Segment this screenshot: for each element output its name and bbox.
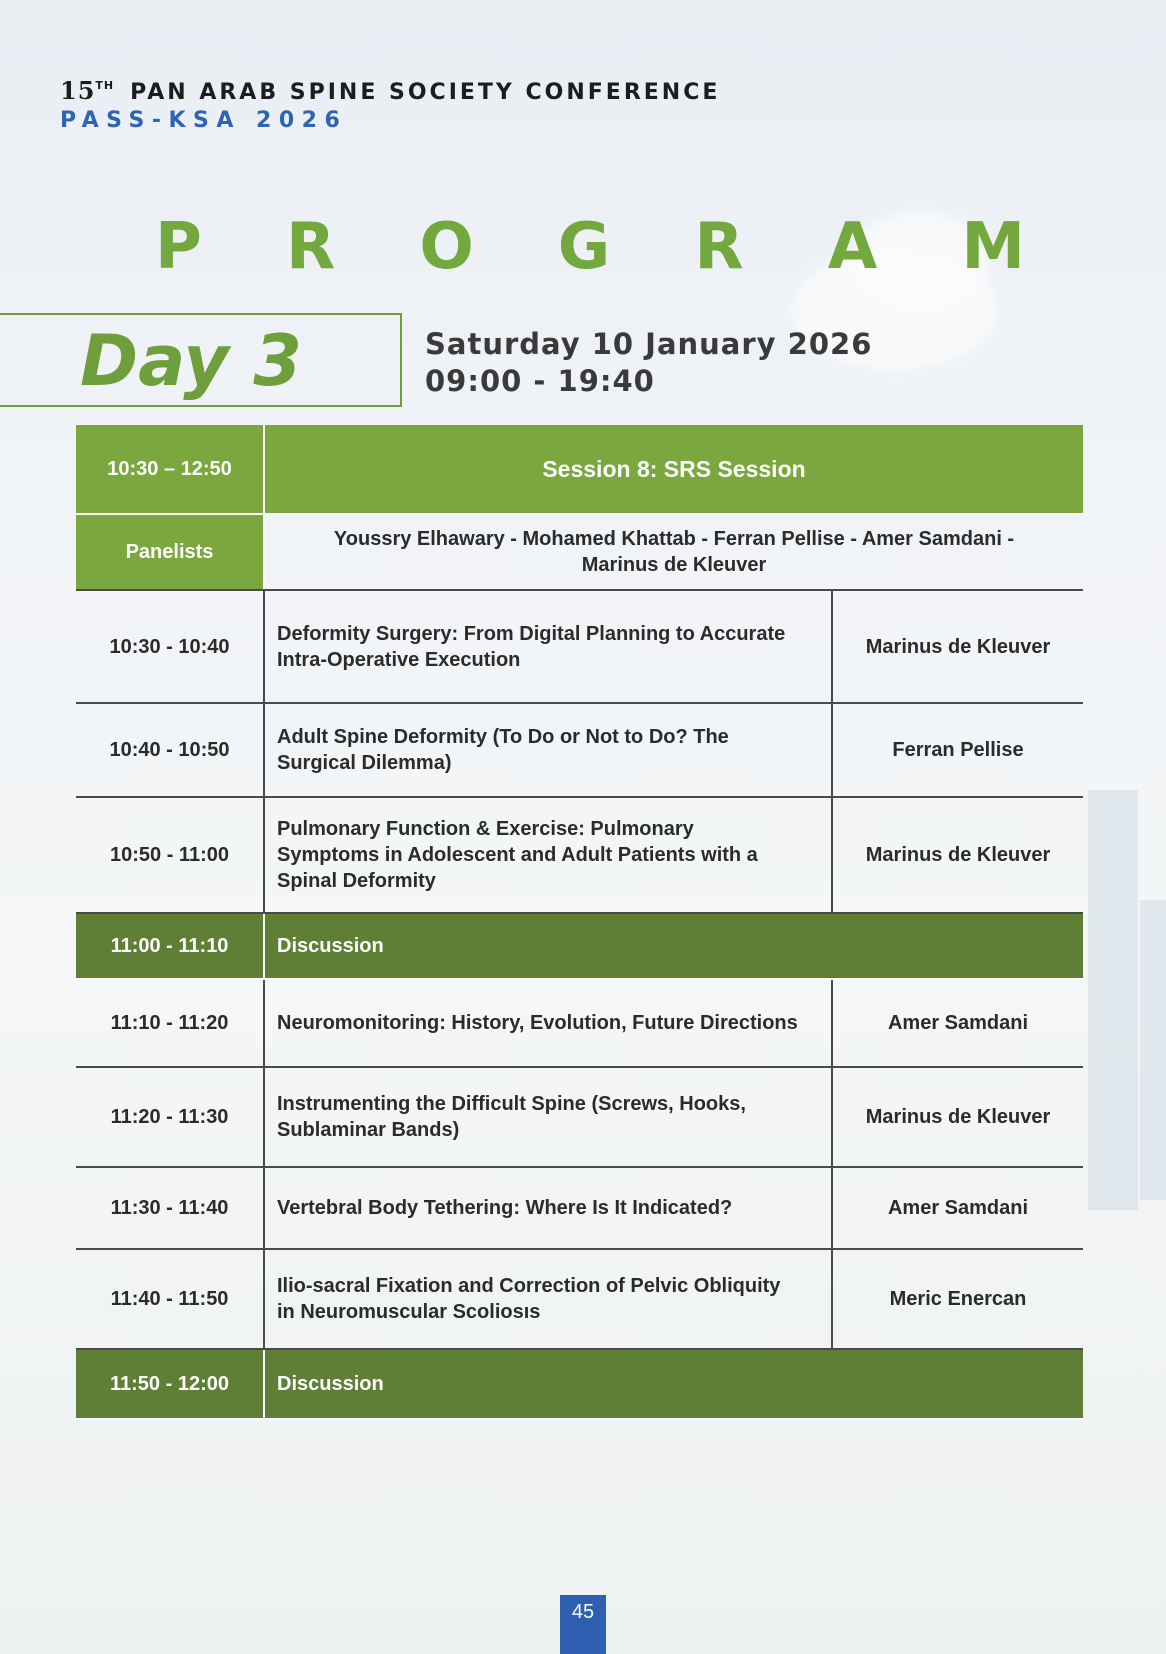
talk-title-line: Pulmonary Function & Exercise: Pulmonary xyxy=(277,818,694,840)
conference-number: 15 xyxy=(60,76,96,105)
talk-time: 10:50 - 11:00 xyxy=(76,797,264,913)
talk-time: 10:30 - 10:40 xyxy=(76,590,264,703)
discussion-row xyxy=(76,1349,1083,1419)
table-row xyxy=(76,979,1083,1067)
talk-time: 11:20 - 11:30 xyxy=(76,1067,264,1167)
conference-short-name: PASS-KSA 2026 xyxy=(60,108,348,133)
talk-time: 11:40 - 11:50 xyxy=(76,1249,264,1349)
discussion-time: 11:50 - 12:00 xyxy=(76,1349,264,1419)
program-letter: P xyxy=(155,210,202,284)
talk-title xyxy=(264,1167,832,1249)
talk-title-line: Neuromonitoring: History, Evolution, Future Directions xyxy=(277,1012,798,1034)
talk-title-line: Ilio-sacral Fixation and Correction of Pelvic Obliquity xyxy=(277,1275,781,1297)
background-tower xyxy=(1088,790,1138,1210)
talk-title xyxy=(264,1067,832,1167)
panelists-line: Youssry Elhawary - Mohamed Khattab - Ferran Pellise - Amer Samdani - xyxy=(333,528,1015,550)
talk-title xyxy=(264,797,832,913)
conference-title xyxy=(60,76,720,105)
day-hours: 09:00 - 19:40 xyxy=(425,364,655,398)
panelists-names xyxy=(264,514,1083,590)
table-row xyxy=(76,1249,1083,1349)
table-row xyxy=(76,797,1083,913)
program-letter: G xyxy=(557,210,611,284)
talk-title-line: Deformity Surgery: From Digital Planning to Accurate xyxy=(277,622,786,645)
talk-speaker: Marinus de Kleuver xyxy=(832,797,1083,913)
talk-title-line: Symptoms in Adolescent and Adult Patients with a xyxy=(277,844,758,866)
program-letter: M xyxy=(961,210,1025,284)
talk-time: 11:30 - 11:40 xyxy=(76,1167,264,1249)
talk-title-line: Adult Spine Deformity (To Do or Not to Do? The xyxy=(277,726,729,748)
panelists-label: Panelists xyxy=(76,514,264,590)
talk-speaker: Meric Enercan xyxy=(832,1249,1083,1349)
talk-speaker: Amer Samdani xyxy=(832,1167,1083,1249)
talk-title xyxy=(264,703,832,797)
talk-speaker: Amer Samdani xyxy=(832,979,1083,1067)
table-row xyxy=(76,703,1083,797)
page-number: 45 xyxy=(560,1595,606,1654)
day-date: Saturday 10 January 2026 xyxy=(425,327,873,361)
talk-title xyxy=(264,979,832,1067)
table-row xyxy=(76,1167,1083,1249)
panelists-row xyxy=(76,514,1083,590)
discussion-label: Discussion xyxy=(264,1349,1083,1419)
talk-title-line: Spinal Deformity xyxy=(277,870,436,892)
talk-speaker: Ferran Pellise xyxy=(832,703,1083,797)
session-header-row xyxy=(76,425,1083,514)
talk-title-line: Instrumenting the Difficult Spine (Screws, Hooks, xyxy=(277,1093,746,1115)
talk-title-line: in Neuromuscular Scoliosıs xyxy=(277,1301,541,1323)
background-tower xyxy=(1140,900,1166,1200)
day-label: Day 3 xyxy=(80,320,302,402)
conference-header xyxy=(60,76,720,133)
discussion-time: 11:00 - 11:10 xyxy=(76,913,264,979)
talk-speaker: Marinus de Kleuver xyxy=(832,590,1083,703)
session-time: 10:30 – 12:50 xyxy=(76,425,264,514)
talk-title xyxy=(264,1249,832,1349)
discussion-label: Discussion xyxy=(264,913,1083,979)
day-info xyxy=(425,326,872,400)
talk-title-line: Sublaminar Bands) xyxy=(277,1119,460,1141)
session-title: Session 8: SRS Session xyxy=(264,425,1083,514)
talk-time: 11:10 - 11:20 xyxy=(76,979,264,1067)
program-title xyxy=(155,210,1025,284)
program-letter: O xyxy=(419,210,474,284)
talk-speaker: Marinus de Kleuver xyxy=(832,1067,1083,1167)
program-letter: A xyxy=(827,210,878,284)
program-letter: R xyxy=(694,210,744,284)
schedule-table xyxy=(76,425,1083,1420)
talk-title xyxy=(264,590,832,703)
talk-title-line: Intra-Operative Execution xyxy=(277,648,521,671)
discussion-row xyxy=(76,913,1083,979)
conference-suffix: TH xyxy=(95,79,115,92)
talk-time: 10:40 - 10:50 xyxy=(76,703,264,797)
conference-name: PAN ARAB SPINE SOCIETY CONFERENCE xyxy=(130,80,721,105)
table-row xyxy=(76,1067,1083,1167)
talk-title-line: Vertebral Body Tethering: Where Is It Indicated? xyxy=(277,1197,733,1219)
program-letter: R xyxy=(285,210,336,284)
table-row xyxy=(76,590,1083,703)
panelists-line: Marinus de Kleuver xyxy=(581,554,767,576)
talk-title-line: Surgical Dilemma) xyxy=(277,752,452,774)
